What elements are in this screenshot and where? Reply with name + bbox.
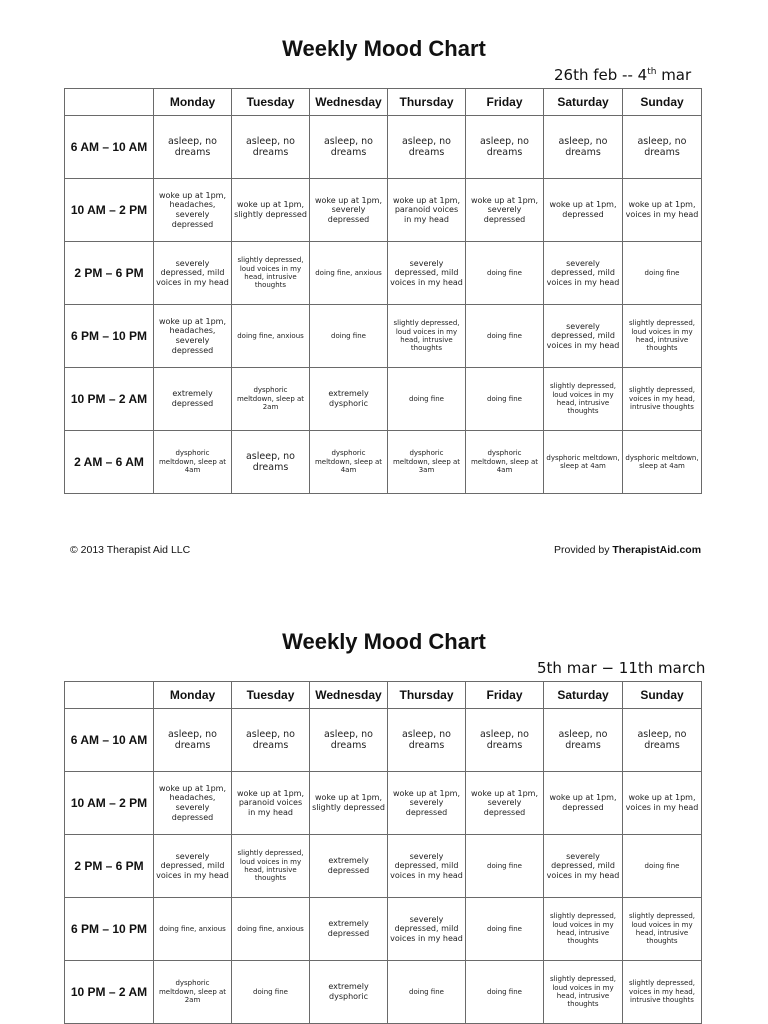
mood-entry-cell: woke up at 1pm, paranoid voices in my head: [388, 179, 466, 242]
mood-entry-cell: doing fine: [623, 242, 702, 305]
mood-entry-cell: severely depressed, mild voices in my head: [154, 835, 232, 898]
time-slot-label: 10 AM – 2 PM: [65, 772, 154, 835]
day-header-saturday: Saturday: [544, 682, 623, 709]
day-header-sunday: Sunday: [623, 89, 702, 116]
mood-entry-cell: woke up at 1pm, severely depressed: [466, 772, 544, 835]
mood-entry-cell: severely depressed, mild voices in my head: [388, 835, 466, 898]
chart-1-title: Weekly Mood Chart: [282, 36, 486, 61]
mood-entry-cell: extremely depressed: [154, 368, 232, 431]
mood-entry-cell: doing fine, anxious: [310, 242, 388, 305]
chart-2-title: Weekly Mood Chart: [282, 629, 486, 654]
chart-1-table: [64, 88, 702, 494]
time-slot-label: 6 PM – 10 PM: [65, 305, 154, 368]
mood-entry-cell: asleep, no dreams: [623, 709, 702, 772]
time-row: [65, 961, 702, 1024]
day-header-tuesday: Tuesday: [232, 89, 310, 116]
day-header-saturday: Saturday: [544, 89, 623, 116]
mood-entry-cell: woke up at 1pm, voices in my head: [623, 179, 702, 242]
time-row: [65, 898, 702, 961]
time-row: [65, 116, 702, 179]
chart-2-date-range: 5th mar − 11th march: [537, 659, 706, 677]
mood-entry-cell: slightly depressed, loud voices in my head, intrusive thoughts: [232, 835, 310, 898]
mood-entry-cell: doing fine, anxious: [154, 898, 232, 961]
mood-entry-cell: severely depressed, mild voices in my head: [388, 898, 466, 961]
mood-entry-cell: extremely depressed: [310, 835, 388, 898]
mood-entry-cell: woke up at 1pm, slightly depressed: [232, 179, 310, 242]
mood-entry-cell: asleep, no dreams: [232, 431, 310, 494]
mood-entry-cell: woke up at 1pm, slightly depressed: [310, 772, 388, 835]
time-row: [65, 709, 702, 772]
corner-cell: [65, 682, 154, 709]
day-header-monday: Monday: [154, 89, 232, 116]
mood-entry-cell: doing fine: [466, 898, 544, 961]
mood-entry-cell: asleep, no dreams: [154, 116, 232, 179]
mood-entry-cell: slightly depressed, loud voices in my head, intrusive thoughts: [388, 305, 466, 368]
day-header-tuesday: Tuesday: [232, 682, 310, 709]
time-slot-label: 2 AM – 6 AM: [65, 431, 154, 494]
mood-entry-cell: woke up at 1pm, severely depressed: [466, 179, 544, 242]
mood-entry-cell: dysphoric meltdown, sleep at 4am: [310, 431, 388, 494]
time-slot-label: 10 AM – 2 PM: [65, 179, 154, 242]
mood-entry-cell: extremely dysphoric: [310, 961, 388, 1024]
mood-entry-cell: doing fine: [623, 835, 702, 898]
header-row: [65, 89, 702, 116]
mood-entry-cell: doing fine: [466, 368, 544, 431]
mood-entry-cell: doing fine: [388, 368, 466, 431]
mood-entry-cell: woke up at 1pm, headaches, severely depressed: [154, 179, 232, 242]
mood-entry-cell: asleep, no dreams: [388, 709, 466, 772]
mood-entry-cell: woke up at 1pm, severely depressed: [388, 772, 466, 835]
mood-entry-cell: dysphoric meltdown, sleep at 4am: [544, 431, 623, 494]
mood-entry-cell: slightly depressed, voices in my head, intrusive thoughts: [623, 368, 702, 431]
mood-entry-cell: doing fine: [388, 961, 466, 1024]
mood-entry-cell: asleep, no dreams: [232, 116, 310, 179]
mood-entry-cell: woke up at 1pm, voices in my head: [623, 772, 702, 835]
footer-brand-link[interactable]: TherapistAid.com: [612, 544, 702, 556]
mood-entry-cell: dysphoric meltdown, sleep at 4am: [154, 431, 232, 494]
mood-entry-cell: asleep, no dreams: [466, 709, 544, 772]
time-row: [65, 772, 702, 835]
mood-entry-cell: asleep, no dreams: [154, 709, 232, 772]
mood-entry-cell: extremely depressed: [310, 898, 388, 961]
mood-entry-cell: asleep, no dreams: [544, 116, 623, 179]
day-header-friday: Friday: [466, 89, 544, 116]
time-slot-label: 2 PM – 6 PM: [65, 242, 154, 305]
mood-entry-cell: woke up at 1pm, depressed: [544, 772, 623, 835]
mood-entry-cell: extremely dysphoric: [310, 368, 388, 431]
mood-entry-cell: woke up at 1pm, severely depressed: [310, 179, 388, 242]
day-header-thursday: Thursday: [388, 682, 466, 709]
mood-entry-cell: woke up at 1pm, headaches, severely depressed: [154, 772, 232, 835]
day-header-sunday: Sunday: [623, 682, 702, 709]
mood-entry-cell: slightly depressed, loud voices in my head, intrusive thoughts: [232, 242, 310, 305]
mood-entry-cell: severely depressed, mild voices in my head: [544, 835, 623, 898]
mood-entry-cell: slightly depressed, voices in my head, intrusive thoughts: [623, 961, 702, 1024]
mood-entry-cell: asleep, no dreams: [232, 709, 310, 772]
mood-entry-cell: dysphoric meltdown, sleep at 3am: [388, 431, 466, 494]
mood-entry-cell: dysphoric meltdown, sleep at 4am: [466, 431, 544, 494]
corner-cell: [65, 89, 154, 116]
mood-entry-cell: woke up at 1pm, headaches, severely depressed: [154, 305, 232, 368]
mood-entry-cell: asleep, no dreams: [310, 709, 388, 772]
mood-entry-cell: dysphoric meltdown, sleep at 2am: [232, 368, 310, 431]
mood-entry-cell: doing fine: [466, 305, 544, 368]
time-row: [65, 431, 702, 494]
mood-entry-cell: asleep, no dreams: [623, 116, 702, 179]
chart-2-table: [64, 681, 702, 1024]
mood-entry-cell: doing fine: [232, 961, 310, 1024]
mood-entry-cell: dysphoric meltdown, sleep at 4am: [623, 431, 702, 494]
mood-entry-cell: dysphoric meltdown, sleep at 2am: [154, 961, 232, 1024]
time-slot-label: 10 PM – 2 AM: [65, 961, 154, 1024]
day-header-wednesday: Wednesday: [310, 89, 388, 116]
time-row: [65, 368, 702, 431]
footer-provided-by: Provided by TherapistAid.com: [554, 544, 702, 556]
mood-entry-cell: severely depressed, mild voices in my head: [388, 242, 466, 305]
time-slot-label: 6 PM – 10 PM: [65, 898, 154, 961]
mood-entry-cell: slightly depressed, loud voices in my head, intrusive thoughts: [544, 898, 623, 961]
day-header-monday: Monday: [154, 682, 232, 709]
time-slot-label: 6 AM – 10 AM: [65, 709, 154, 772]
chart-1-date-range: 26th feb -- 4th mar: [554, 66, 692, 84]
mood-entry-cell: woke up at 1pm, paranoid voices in my head: [232, 772, 310, 835]
time-row: [65, 835, 702, 898]
footer-copyright: © 2013 Therapist Aid LLC: [70, 544, 191, 556]
mood-entry-cell: doing fine, anxious: [232, 898, 310, 961]
mood-entry-cell: doing fine: [310, 305, 388, 368]
time-slot-label: 2 PM – 6 PM: [65, 835, 154, 898]
mood-entry-cell: slightly depressed, loud voices in my head, intrusive thoughts: [623, 898, 702, 961]
day-header-wednesday: Wednesday: [310, 682, 388, 709]
day-header-friday: Friday: [466, 682, 544, 709]
mood-entry-cell: slightly depressed, loud voices in my head, intrusive thoughts: [544, 368, 623, 431]
mood-entry-cell: severely depressed, mild voices in my head: [544, 305, 623, 368]
mood-entry-cell: asleep, no dreams: [544, 709, 623, 772]
mood-entry-cell: slightly depressed, loud voices in my head, intrusive thoughts: [623, 305, 702, 368]
mood-entry-cell: doing fine: [466, 835, 544, 898]
mood-entry-cell: doing fine: [466, 242, 544, 305]
mood-entry-cell: doing fine: [466, 961, 544, 1024]
mood-entry-cell: woke up at 1pm, depressed: [544, 179, 623, 242]
day-header-thursday: Thursday: [388, 89, 466, 116]
mood-entry-cell: severely depressed, mild voices in my head: [544, 242, 623, 305]
header-row: [65, 682, 702, 709]
mood-entry-cell: asleep, no dreams: [466, 116, 544, 179]
mood-entry-cell: asleep, no dreams: [388, 116, 466, 179]
time-slot-label: 6 AM – 10 AM: [65, 116, 154, 179]
time-row: [65, 305, 702, 368]
time-row: [65, 242, 702, 305]
time-slot-label: 10 PM – 2 AM: [65, 368, 154, 431]
mood-entry-cell: slightly depressed, loud voices in my head, intrusive thoughts: [544, 961, 623, 1024]
mood-entry-cell: severely depressed, mild voices in my head: [154, 242, 232, 305]
mood-entry-cell: doing fine, anxious: [232, 305, 310, 368]
time-row: [65, 179, 702, 242]
mood-entry-cell: asleep, no dreams: [310, 116, 388, 179]
